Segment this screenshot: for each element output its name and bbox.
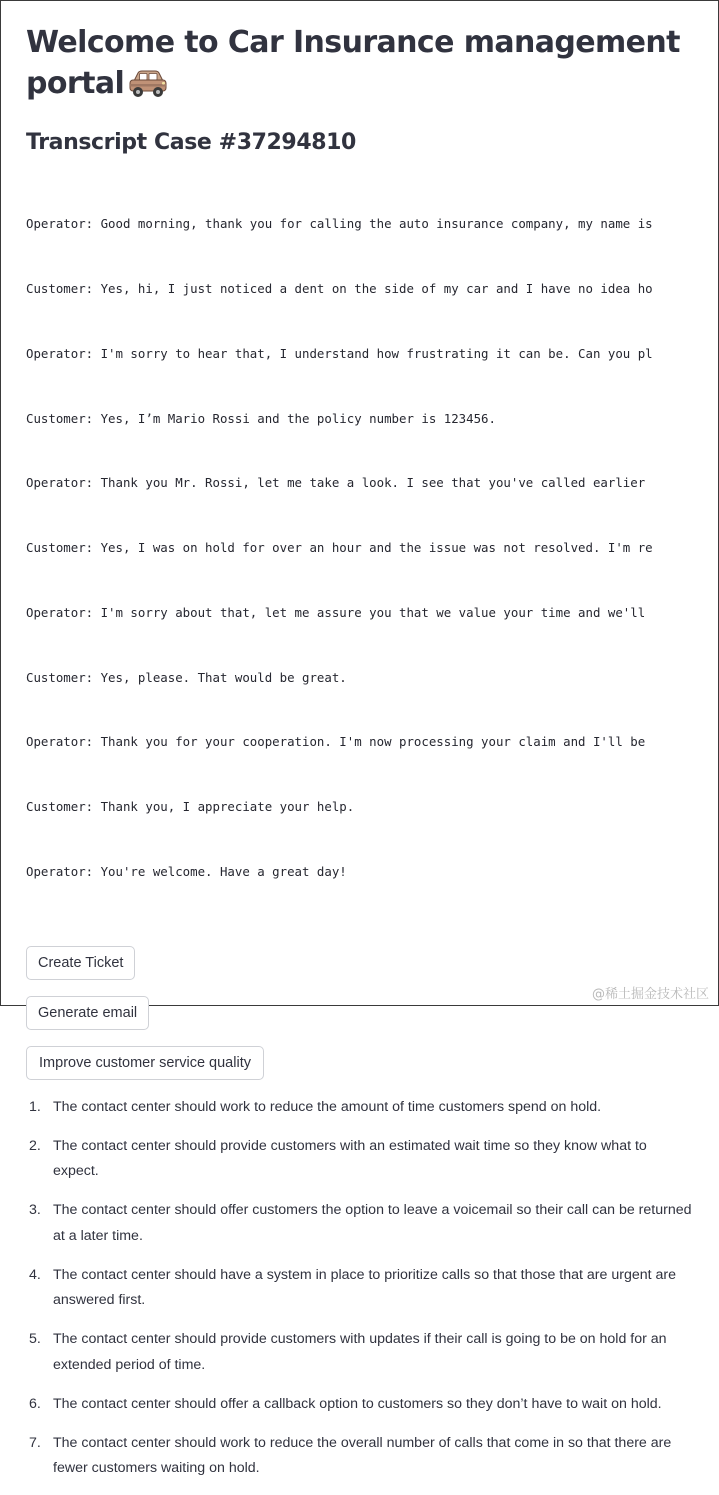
transcript-line: Operator: Good morning, thank you for calling the auto insurance company, my name is [26,216,653,232]
list-item-text: The contact center should work to reduce the overall number of calls that come in so that there are fewer customers waiting on hold. [53,1434,672,1477]
list-item [26,1431,696,1482]
list-item-text: The contact center should have a system in place to prioritize calls so that those that are urgent are answered first. [53,1266,677,1309]
transcript-line: Customer: Yes, hi, I just noticed a dent on the side of my car and I have no idea ho [26,280,653,296]
list-item-text: The contact center should offer a callback option to customers so they don’t have to wait on hold. [53,1395,662,1412]
list-item-number: 1. [29,1098,41,1115]
list-item-number: 7. [29,1434,41,1451]
transcript-line: Customer: Thank you, I appreciate your help. [26,799,355,815]
create-ticket-button[interactable]: Create Ticket [26,946,135,980]
list-item-number: 2. [29,1137,41,1154]
transcript-line: Operator: You're welcome. Have a great day! [26,864,347,879]
page-title [26,22,706,104]
list-item-text: The contact center should offer customers the option to leave a voicemail so their call can be returned at a later time. [53,1202,692,1244]
list-item-text: The contact center should provide customers with updates if their call is going to be on hold for an extended period of time. [53,1331,667,1373]
transcript-code-block [26,170,706,926]
list-item-number: 3. [29,1202,41,1219]
watermark: @稀土掘金技术社区 [591,987,709,1002]
improve-customer-service-quality-button[interactable]: Improve customer service quality [26,1046,264,1080]
page-title-text: Welcome to Car Insurance management portal [26,25,680,101]
transcript-line: Customer: Yes, I’m Mario Rossi and the policy number is 123456. [26,410,496,426]
transcript-line: Operator: I'm sorry to hear that, I understand how frustrating it can be. Can you pl [26,345,653,361]
list-item [26,1198,696,1249]
list-item [26,1263,696,1314]
main-content [26,22,706,1495]
list-item-text: The contact center should provide customers with an estimated wait time so they know what to expect. [53,1137,647,1180]
transcript-line: Customer: Yes, please. That would be great. [26,669,347,685]
car-emoji-icon [128,69,168,99]
list-item-text: The contact center should work to reduce the amount of time customers spend on hold. [53,1098,602,1115]
transcript-line: Customer: Yes, I was on hold for over an hour and the issue was not resolved. I'm re [26,540,653,556]
list-item [26,1392,696,1418]
list-item-number: 4. [29,1266,41,1283]
list-item [26,1134,696,1185]
transcript-line: Operator: Thank you Mr. Rossi, let me take a look. I see that you've called earlier [26,475,646,491]
transcript-line: Operator: Thank you for your cooperation. I'm now processing your claim and I'll be [26,734,646,750]
list-item-number: 6. [29,1395,41,1412]
transcript-line: Operator: I'm sorry about that, let me assure you that we value your time and we'll [26,604,646,620]
list-item [26,1327,696,1378]
generate-email-button[interactable]: Generate email [26,996,149,1030]
transcript-case-heading: Transcript Case #37294810 [26,130,356,155]
list-item-number: 5. [29,1331,41,1348]
recommendations-list [26,1095,696,1482]
list-item [26,1095,696,1121]
